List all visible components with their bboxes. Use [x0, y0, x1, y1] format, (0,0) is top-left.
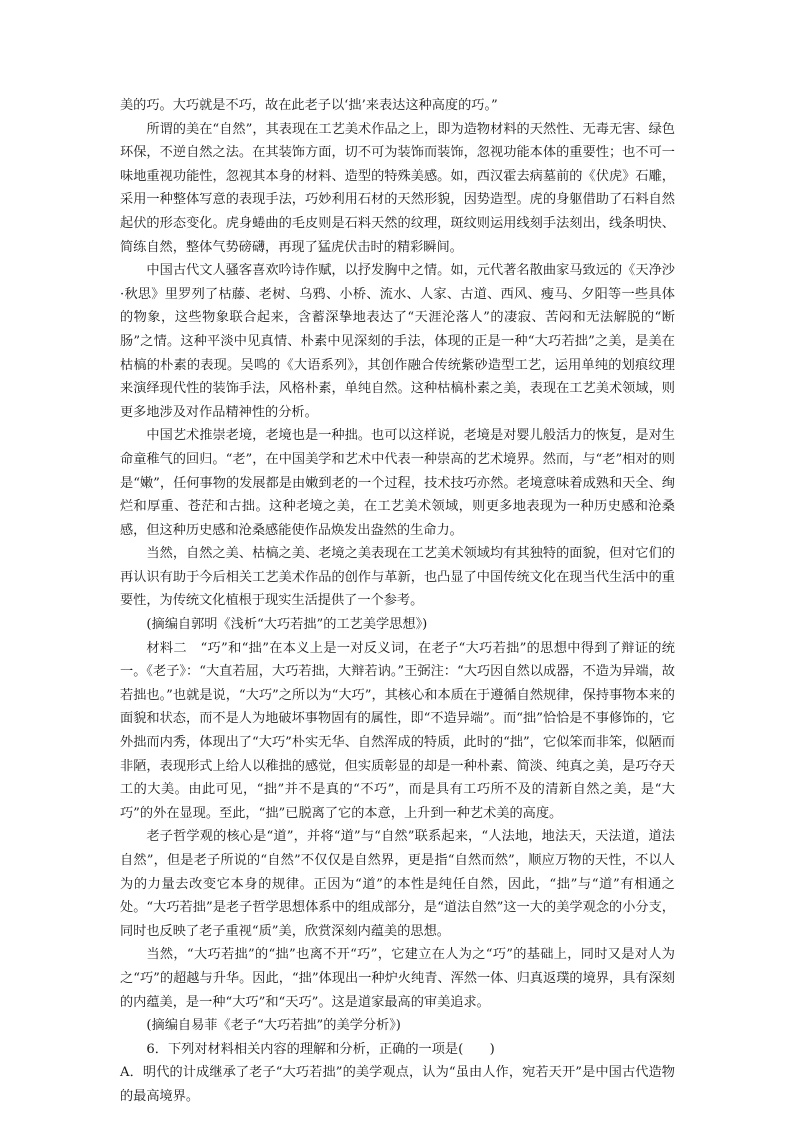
- paragraph-conclusion: 当然，自然之美、枯槁之美、老境之美表现在工艺美术领域均有其独特的面貌，但对它们的再认识有助于今后相关工艺美术作品的创作与革新，也凸显了中国传统文化在现当代生活中的重要性，为传统文化植根于现实生活提供了一个参考。: [120, 546, 675, 609]
- question-6: 6．下列对材料相关内容的理解和分析，正确的一项是( ): [146, 1041, 495, 1057]
- paragraph-material-two: 材料二 “巧”和“拙”在本义上是一对反义词，在老子“大巧若拙”的思想中得到了辩证的统一。《老子》：“大直若屈，大巧若拙，大辩若讷。”王弼注：“大巧因自然以成器，不造为异端，故若拙也。”也就是说，“大巧”之所以为“大巧”，其核心和本质在于遵循自然规律，保持事物本来的面貌和状态，而不是人为地破坏事物固有的属性，即“不造异端”。而“拙”恰恰是不事修饰的，它外拙而内秀，体现出了“大巧”朴实无华、自然浑成的特质，此时的“拙”，它似笨而非笨，似陋而非陋，表现形式上给人以稚拙的感觉，但实质彰显的却是一种朴素、简淡、纯真之美，是巧夺天工的大美。由此可见，“拙”并不是真的“不巧”，而是具有工巧所不及的清新自然之美，是“大巧”的外在显现。至此，“拙”已脱离了它的本意，上升到一种艺术美的高度。: [120, 640, 675, 821]
- paragraph-continuation: 美的巧。大巧就是不巧，故在此老子以‘拙’来表达这种高度的巧。”: [120, 98, 498, 113]
- source-citation-2: (摘编自易菲《老子“大巧若拙”的美学分析》): [146, 1018, 401, 1034]
- paragraph-old-age-beauty: 中国艺术推崇老境，老境也是一种拙。也可以这样说，老境是对婴儿般活力的恢复，是对生命童稚气的回归。“老”，在中国美学和艺术中代表一种崇高的艺术境界。然而，与“老”相对的则是“嫩”，任何事物的发展都是由嫩到老的一个过程，技术技巧亦然。老境意味着成熟和天全、绚烂和厚重、苍茫和古拙。这种老境之美，在工艺美术领域，则更多地表现为一种历史感和沧桑感，但这种历史感和沧桑感能使作品焕发出盎然的生命力。: [120, 428, 675, 538]
- option-a: A．明代的计成继承了老子“大巧若拙”的美学观点，认为“虽由人作，宛若天开”是中国古代造物的最高境界。: [120, 1065, 675, 1104]
- paragraph-withered-beauty: 中国古代文人骚客喜欢吟诗作赋，以抒发胸中之情。如，元代著名散曲家马致远的《天净沙·秋思》里罗列了枯藤、老树、乌鸦、小桥、流水、人家、古道、西风、瘦马、夕阳等一些具体的物象，这些物象联合起来，含蓄深挚地表达了“天涯沦落人”的凄寂、苦闷和无法解脱的“断肠”之情。这种平淡中见真情、朴素中见深刻的手法，体现的正是一种“大巧若拙”之美，是美在枯槁的朴素的表现。吴鸣的《大语系列》，其创作融合传统紫砂造型工艺，运用单纯的划痕纹理来演绎现代性的装饰手法，风格朴素，单纯自然。这种枯槁朴素之美，表现在工艺美术领域，则更多地涉及对作品精神性的分析。: [120, 263, 675, 420]
- source-citation-1: (摘编自郭明《浅析“大巧若拙”的工艺美学思想》): [146, 617, 428, 633]
- document-page: [120, 94, 675, 1109]
- paragraph-transcendence: 当然，“大巧若拙”的“拙”也离不开“巧”，它建立在人为之“巧”的基础上，同时又是对人为之“巧”的超越与升华。因此，“拙”体现出一种炉火纯青、浑然一体、归真返璞的境界，具有深刻的内蕴美，是一种“大巧”和“天巧”。这是道家最高的审美追求。: [120, 947, 675, 1010]
- paragraph-dao: 老子哲学观的核心是“道”，并将“道”与“自然”联系起来，“人法地，地法天，天法道，道法自然”，但是老子所说的“自然”不仅仅是自然界，更是指“自然而然”，顺应万物的天性，不以人为的力量去改变它本身的规律。正因为“道”的本性是纯任自然，因此，“拙”与“道”有相通之处。“大巧若拙”是老子哲学思想体系中的组成部分，是“道法自然”这一大的美学观念的小分支，同时也反映了老子重视“质”美，欣赏深刻内蕴美的思想。: [120, 829, 675, 939]
- paragraph-natural-beauty: 所谓的美在“自然”，其表现在工艺美术作品之上，即为造物材料的天然性、无毒无害、绿色环保，不逆自然之法。在其装饰方面，切不可为装饰而装饰，忽视功能本体的重要性；也不可一味地重视功能性，忽视其本身的材料、造型的特殊美感。如，西汉霍去病墓前的《伏虎》石雕，采用一种整体写意的表现手法，巧妙利用石材的天然形貌，因势造型。虎的身躯借助了石料自然起伏的形态变化。虎身蜷曲的毛皮则是石料天然的纹理，斑纹则运用线刻手法刻出，线条明快、简练自然，整体气势磅礴，再现了猛虎伏击时的精彩瞬间。: [120, 121, 675, 255]
